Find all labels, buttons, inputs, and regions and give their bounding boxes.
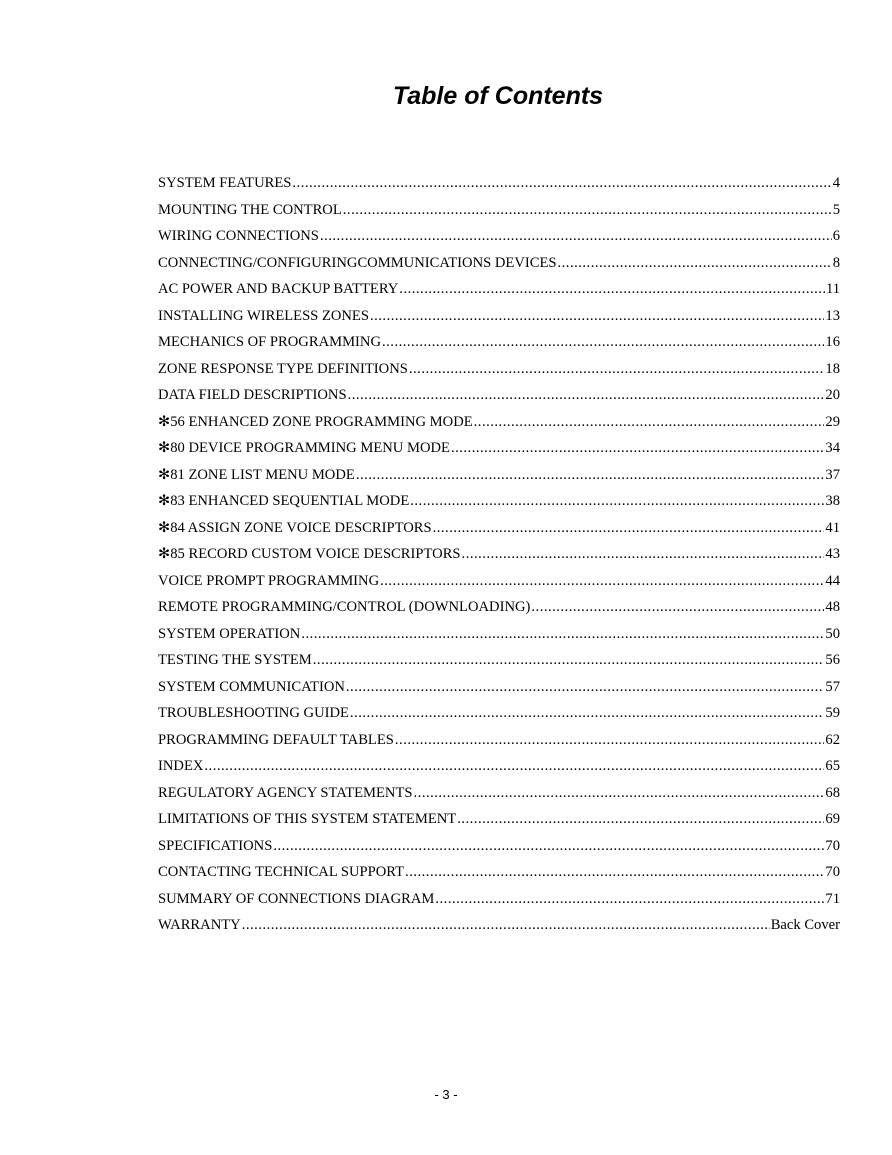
toc-entry-page: 4 bbox=[832, 175, 840, 191]
dot-leader bbox=[348, 384, 825, 406]
dot-leader bbox=[457, 808, 824, 830]
toc-entry-page: 70 bbox=[825, 864, 840, 880]
toc-entry-page: 6 bbox=[832, 228, 840, 244]
toc-entry bbox=[158, 914, 840, 941]
dot-leader bbox=[313, 649, 825, 671]
dot-leader bbox=[343, 199, 832, 221]
toc-entry-title: ZONE RESPONSE TYPE DEFINITIONS bbox=[158, 360, 408, 377]
dot-leader bbox=[395, 729, 825, 751]
toc-entry-page: 44 bbox=[825, 572, 840, 589]
toc-entry-title: SPECIFICATIONS bbox=[158, 837, 273, 854]
dot-leader bbox=[451, 437, 824, 459]
toc-entry bbox=[158, 808, 840, 835]
toc-entry bbox=[158, 835, 840, 862]
dot-leader bbox=[320, 225, 832, 247]
toc-entry bbox=[158, 517, 840, 544]
dot-leader bbox=[435, 888, 824, 910]
toc-entry-page: 48 bbox=[825, 599, 840, 615]
dot-leader bbox=[346, 676, 825, 698]
toc-entry-page: 11 bbox=[825, 281, 840, 297]
toc-entry-title: WIRING CONNECTIONS bbox=[158, 228, 319, 244]
toc-entry-title: LIMITATIONS OF THIS SYSTEM STATEMENT bbox=[158, 811, 457, 827]
dot-leader bbox=[242, 914, 770, 936]
toc-entry bbox=[158, 649, 840, 676]
toc-entry-page: 13 bbox=[825, 307, 840, 324]
toc-entry-title: INDEX bbox=[158, 758, 204, 774]
page-number: - 3 - bbox=[434, 1087, 458, 1102]
toc-entry-title: ✻84 ASSIGN ZONE VOICE DESCRIPTORS bbox=[158, 519, 432, 536]
dot-leader bbox=[531, 596, 824, 618]
toc-entry-title: AC POWER AND BACKUP BATTERY bbox=[158, 281, 399, 297]
toc-entry-page: 29 bbox=[825, 413, 840, 430]
toc-entry bbox=[158, 252, 840, 279]
toc-entry bbox=[158, 782, 840, 809]
toc-entry-page: 41 bbox=[825, 519, 840, 536]
dot-leader bbox=[474, 411, 825, 433]
toc-entry-title: TROUBLESHOOTING GUIDE bbox=[158, 705, 349, 721]
toc-entry bbox=[158, 702, 840, 729]
dot-leader bbox=[350, 702, 824, 724]
toc-entry bbox=[158, 676, 840, 703]
dot-leader bbox=[399, 278, 825, 300]
toc-entry-title: ✻85 RECORD CUSTOM VOICE DESCRIPTORS bbox=[158, 546, 461, 562]
dot-leader bbox=[405, 861, 824, 883]
toc-entry bbox=[158, 729, 840, 756]
toc-entry-page: Back Cover bbox=[770, 917, 840, 933]
dot-leader bbox=[273, 835, 824, 857]
dot-leader bbox=[462, 543, 825, 565]
toc-entry bbox=[158, 331, 840, 358]
toc-entry bbox=[158, 225, 840, 252]
toc-entry-page: 68 bbox=[825, 784, 840, 801]
toc-entry bbox=[158, 543, 840, 570]
dot-leader bbox=[370, 305, 824, 327]
toc-entry-title: MOUNTING THE CONTROL bbox=[158, 201, 342, 218]
toc-entry-title: SYSTEM OPERATION bbox=[158, 625, 301, 642]
toc-entry-title: INSTALLING WIRELESS ZONES bbox=[158, 307, 369, 324]
toc-entry-title: REGULATORY AGENCY STATEMENTS bbox=[158, 784, 413, 801]
toc-entry-page: 20 bbox=[825, 387, 840, 403]
toc-entry bbox=[158, 861, 840, 888]
toc-entry-title: PROGRAMMING DEFAULT TABLES bbox=[158, 731, 394, 748]
dot-leader bbox=[356, 464, 825, 486]
toc-entry-page: 34 bbox=[825, 440, 840, 456]
toc-entry-page: 38 bbox=[825, 493, 840, 509]
toc-entry-title: TESTING THE SYSTEM bbox=[158, 652, 312, 668]
toc-entry-page: 65 bbox=[825, 758, 840, 774]
toc-entry bbox=[158, 358, 840, 385]
toc-entry-page: 56 bbox=[825, 652, 840, 668]
toc-entry-page: 62 bbox=[825, 731, 840, 748]
dot-leader bbox=[414, 782, 825, 804]
table-of-contents bbox=[158, 172, 840, 941]
toc-entry bbox=[158, 464, 840, 491]
toc-entry-title: REMOTE PROGRAMMING/CONTROL (DOWNLOADING) bbox=[158, 599, 531, 615]
toc-entry bbox=[158, 623, 840, 650]
toc-entry-title: ✻81 ZONE LIST MENU MODE bbox=[158, 466, 355, 483]
toc-entry-page: 43 bbox=[825, 546, 840, 562]
page-title: Table of Contents bbox=[392, 82, 604, 110]
toc-entry bbox=[158, 278, 840, 305]
toc-entry-page: 70 bbox=[825, 837, 840, 854]
toc-entry-page: 57 bbox=[825, 678, 840, 695]
toc-entry bbox=[158, 172, 840, 199]
toc-entry bbox=[158, 755, 840, 782]
toc-entry-title: CONNECTING/CONFIGURINGCOMMUNICATIONS DEVICES bbox=[158, 254, 557, 271]
toc-entry bbox=[158, 411, 840, 438]
toc-entry-title: ✻83 ENHANCED SEQUENTIAL MODE bbox=[158, 493, 410, 509]
dot-leader bbox=[409, 358, 825, 380]
toc-entry-title: SYSTEM FEATURES bbox=[158, 175, 292, 191]
toc-entry bbox=[158, 570, 840, 597]
toc-entry-page: 71 bbox=[825, 890, 840, 907]
toc-entry bbox=[158, 437, 840, 464]
toc-entry-page: 69 bbox=[825, 811, 840, 827]
toc-entry-page: 50 bbox=[825, 625, 840, 642]
toc-entry bbox=[158, 384, 840, 411]
toc-entry-title: DATA FIELD DESCRIPTIONS bbox=[158, 387, 347, 403]
toc-entry bbox=[158, 888, 840, 915]
dot-leader bbox=[292, 172, 831, 194]
toc-entry-title: ✻80 DEVICE PROGRAMMING MENU MODE bbox=[158, 440, 450, 456]
dot-leader bbox=[204, 755, 824, 777]
dot-leader bbox=[301, 623, 824, 645]
toc-entry bbox=[158, 305, 840, 332]
toc-entry-title: ✻56 ENHANCED ZONE PROGRAMMING MODE bbox=[158, 413, 473, 430]
toc-entry-page: 18 bbox=[825, 360, 840, 377]
toc-entry-title: MECHANICS OF PROGRAMMING bbox=[158, 334, 381, 350]
toc-entry-page: 16 bbox=[825, 334, 840, 350]
toc-entry-page: 37 bbox=[825, 466, 840, 483]
dot-leader bbox=[380, 570, 824, 592]
toc-entry-title: SUMMARY OF CONNECTIONS DIAGRAM bbox=[158, 890, 435, 907]
toc-entry-title: VOICE PROMPT PROGRAMMING bbox=[158, 572, 380, 589]
toc-entry bbox=[158, 199, 840, 226]
dot-leader bbox=[558, 252, 832, 274]
toc-entry-page: 59 bbox=[825, 705, 840, 721]
dot-leader bbox=[433, 517, 825, 539]
toc-entry bbox=[158, 490, 840, 517]
toc-entry-page: 8 bbox=[832, 254, 840, 271]
toc-entry bbox=[158, 596, 840, 623]
toc-entry-title: CONTACTING TECHNICAL SUPPORT bbox=[158, 864, 405, 880]
dot-leader bbox=[382, 331, 824, 353]
toc-entry-title: SYSTEM COMMUNICATION bbox=[158, 678, 345, 695]
toc-entry-page: 5 bbox=[832, 201, 840, 218]
dot-leader bbox=[410, 490, 824, 512]
toc-entry-title: WARRANTY bbox=[158, 917, 241, 933]
